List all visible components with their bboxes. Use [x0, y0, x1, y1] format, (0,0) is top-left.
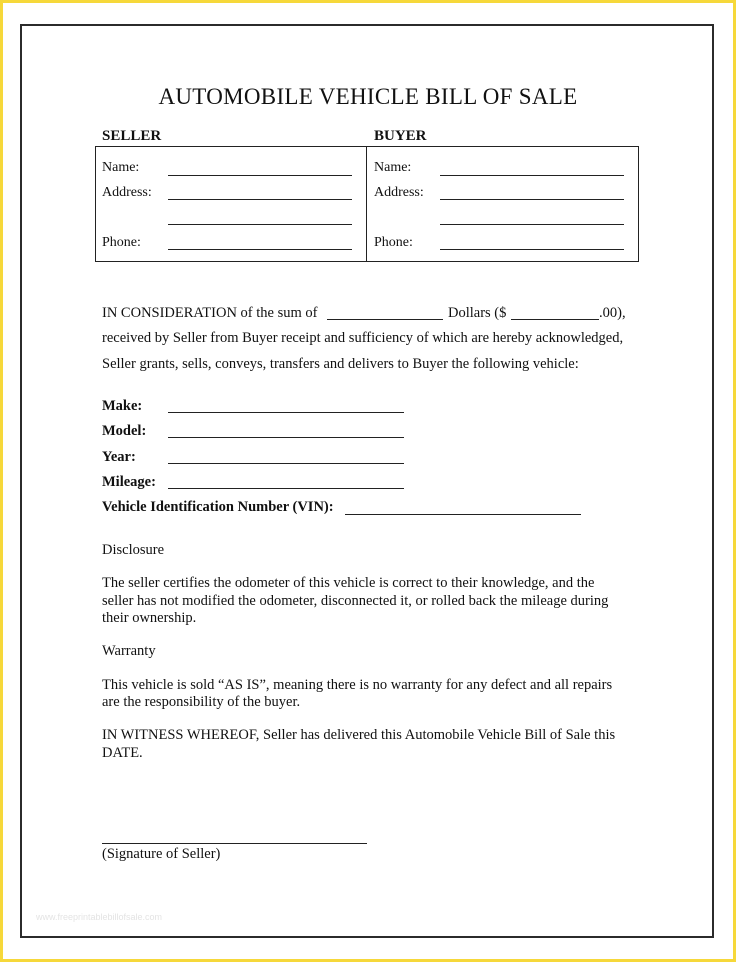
- seller-phone-field[interactable]: [168, 249, 352, 250]
- document-title: AUTOMOBILE VEHICLE BILL OF SALE: [158, 84, 578, 109]
- buyer-address-field-line2[interactable]: [440, 224, 624, 225]
- party-info-box: [95, 146, 639, 262]
- buyer-phone-field[interactable]: [440, 249, 624, 250]
- watermark-text: www.freeprintablebillofsale.com: [36, 912, 163, 922]
- seller-address-field[interactable]: [168, 199, 352, 200]
- vin-field[interactable]: [345, 514, 581, 515]
- consideration-line-2: received by Seller from Buyer receipt and sufficiency of which are hereby acknowledged,: [102, 330, 624, 346]
- buyer-address-label: Address:: [374, 185, 424, 200]
- seller-name-field[interactable]: [168, 175, 352, 176]
- buyer-heading: BUYER: [374, 128, 427, 144]
- consideration-line-3: Seller grants, sells, conveys, transfers and delivers to Buyer the following vehicle:: [102, 356, 579, 372]
- disclosure-line-1: The seller certifies the odometer of this vehicle is correct to their knowledge, and the: [102, 575, 595, 591]
- buyer-phone-label: Phone:: [374, 235, 413, 250]
- seller-signature-field[interactable]: [102, 843, 367, 844]
- model-label: Model:: [102, 423, 147, 439]
- signature-label: (Signature of Seller): [102, 846, 221, 862]
- buyer-name-label: Name:: [374, 160, 412, 175]
- buyer-address-field[interactable]: [440, 199, 624, 200]
- mileage-field[interactable]: [168, 488, 404, 489]
- party-box-divider: [366, 146, 367, 262]
- disclosure-line-2: seller has not modified the odometer, disconnected it, or rolled back the mileage during: [102, 593, 609, 609]
- seller-address-label: Address:: [102, 185, 152, 200]
- consideration-text-c: .00),: [599, 305, 626, 321]
- make-field[interactable]: [168, 412, 404, 413]
- consideration-text-a: IN CONSIDERATION of the sum of: [102, 305, 318, 321]
- disclosure-line-3: their ownership.: [102, 610, 197, 626]
- seller-phone-label: Phone:: [102, 235, 141, 250]
- seller-name-label: Name:: [102, 160, 140, 175]
- vin-label: Vehicle Identification Number (VIN):: [102, 499, 334, 515]
- seller-heading: SELLER: [102, 128, 162, 144]
- mileage-label: Mileage:: [102, 474, 156, 490]
- witness-line-2: DATE.: [102, 745, 143, 761]
- warranty-line-1: This vehicle is sold “AS IS”, meaning there is no warranty for any defect and all repairs: [102, 677, 613, 693]
- amount-number-field[interactable]: [511, 319, 599, 320]
- warranty-heading: Warranty: [102, 643, 156, 659]
- consideration-text-b: Dollars ($: [448, 305, 507, 321]
- warranty-line-2: are the responsibility of the buyer.: [102, 694, 301, 710]
- year-label: Year:: [102, 449, 136, 465]
- disclosure-heading: Disclosure: [102, 542, 165, 558]
- buyer-name-field[interactable]: [440, 175, 624, 176]
- make-label: Make:: [102, 398, 143, 414]
- amount-words-field[interactable]: [327, 319, 443, 320]
- witness-line-1: IN WITNESS WHEREOF, Seller has delivered this Automobile Vehicle Bill of Sale this: [102, 727, 616, 743]
- seller-address-field-line2[interactable]: [168, 224, 352, 225]
- model-field[interactable]: [168, 437, 404, 438]
- year-field[interactable]: [168, 463, 404, 464]
